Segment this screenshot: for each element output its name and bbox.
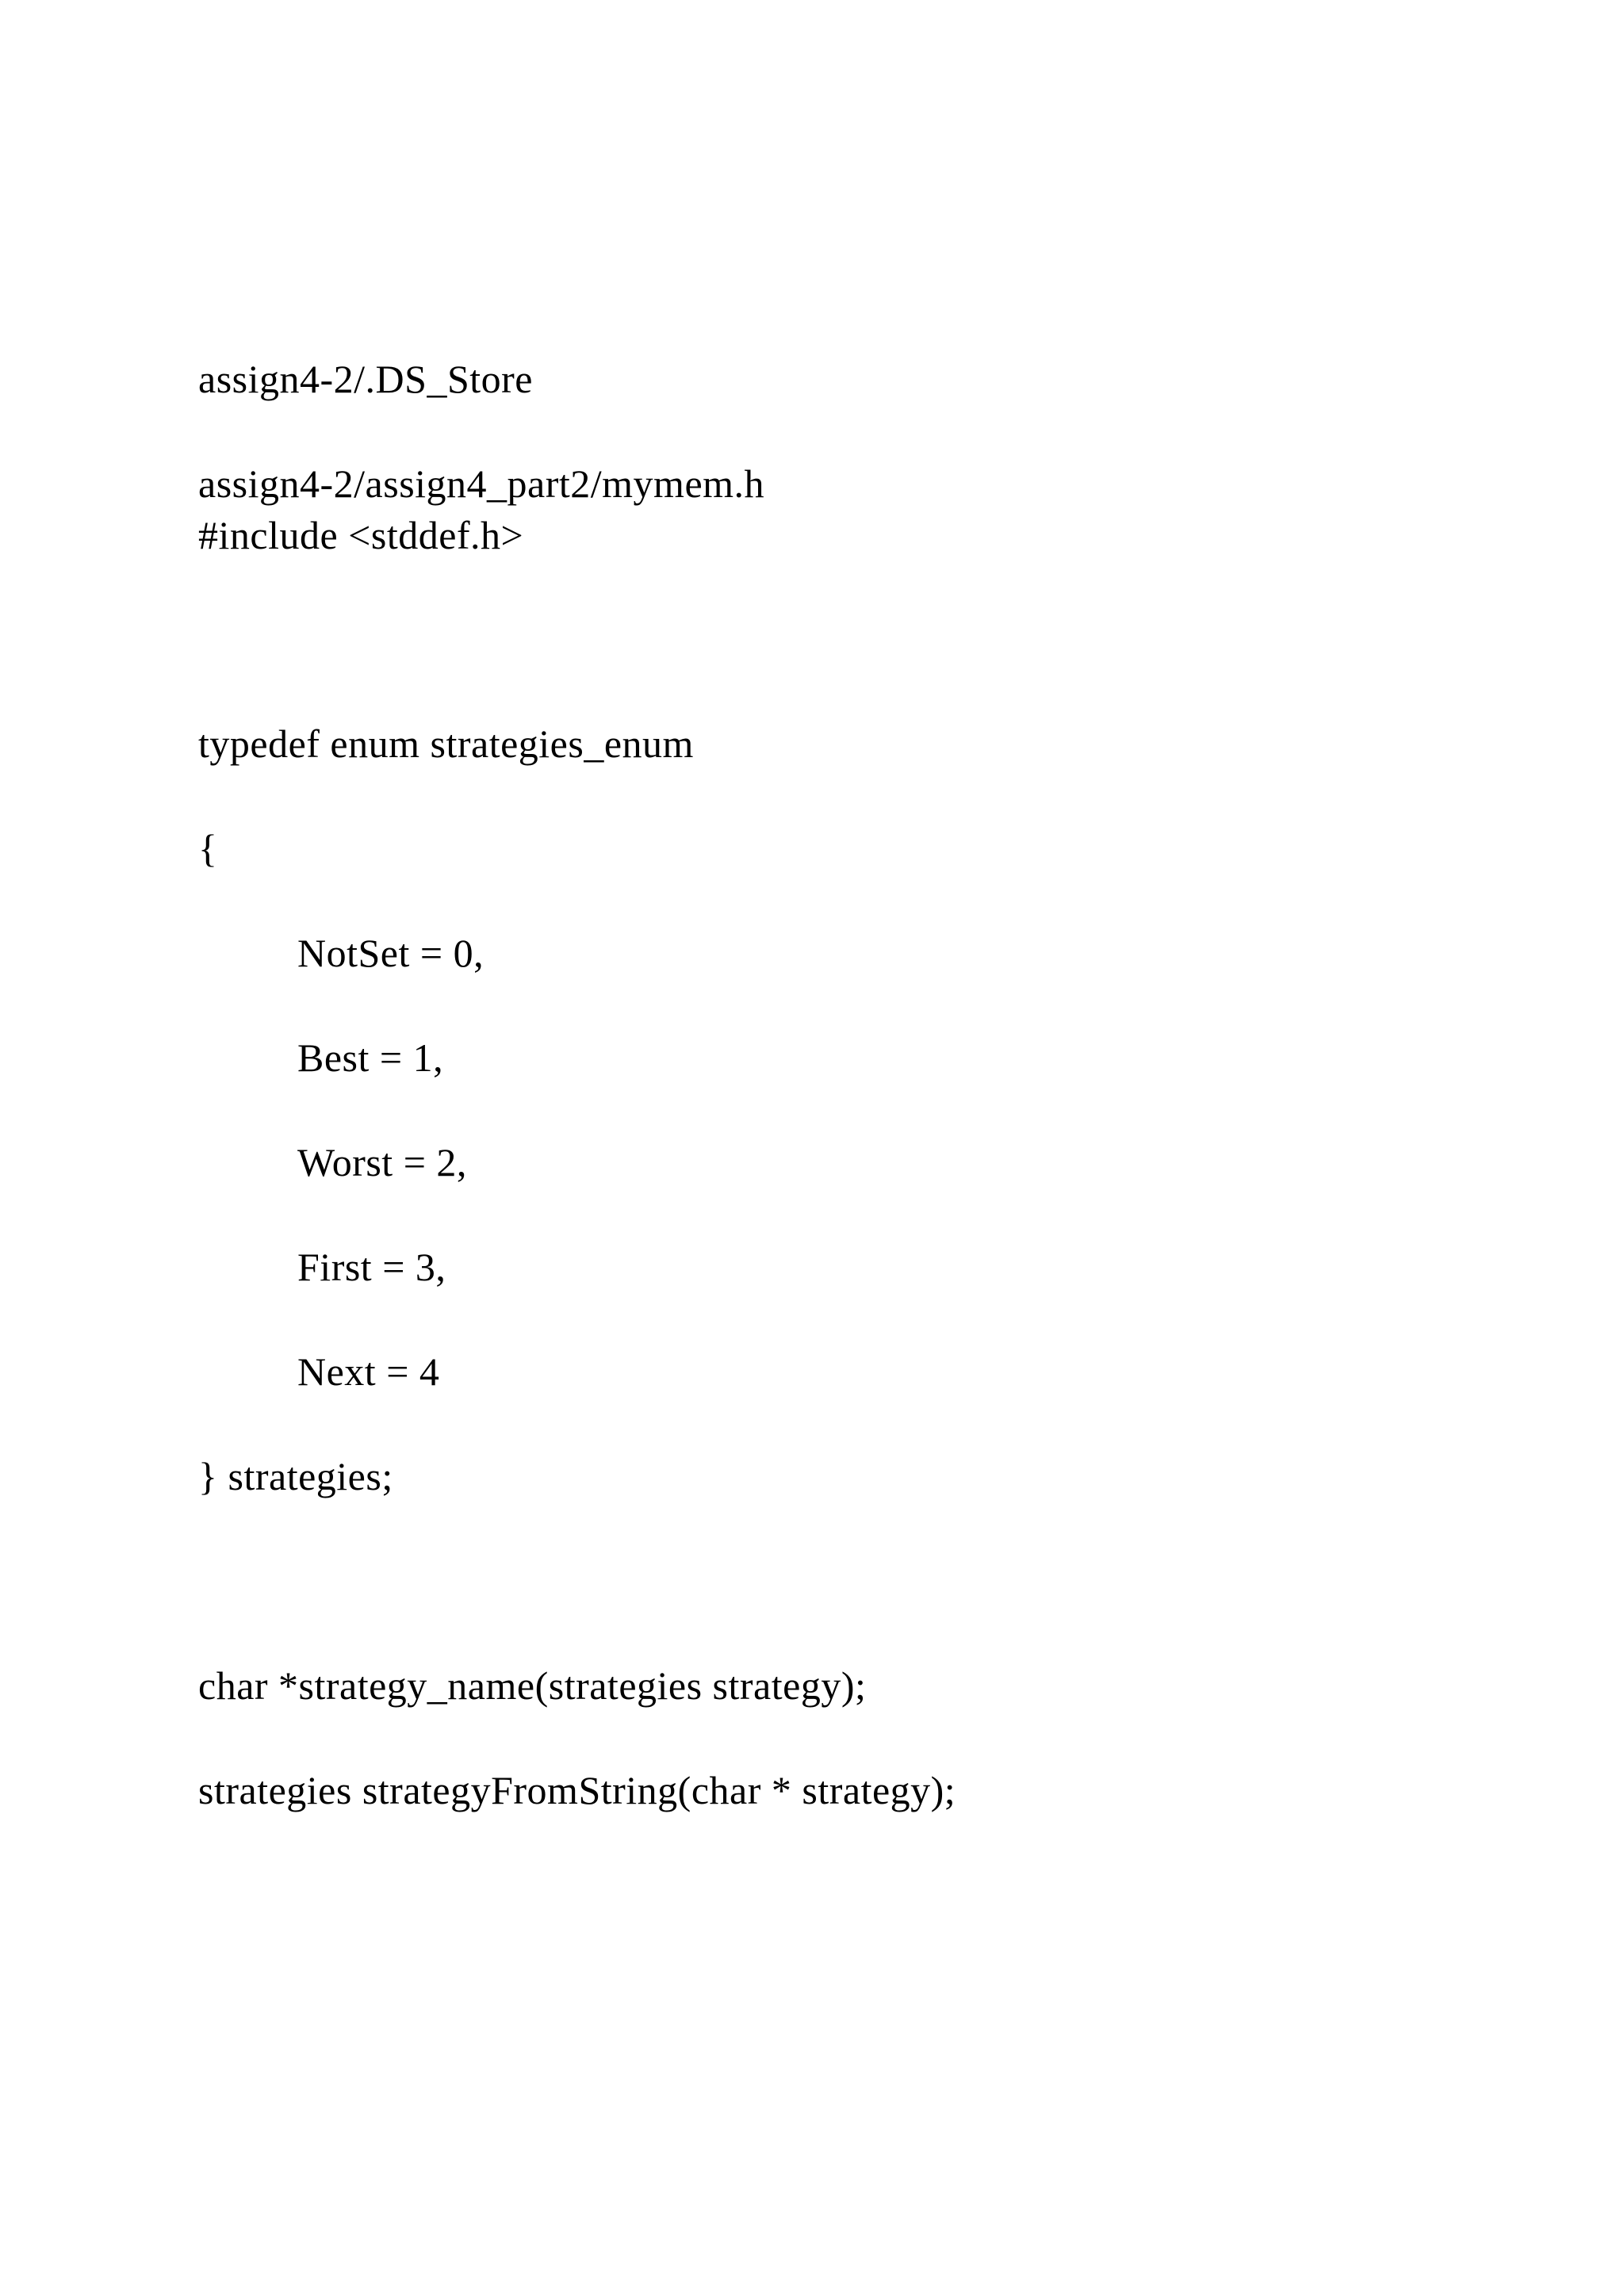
code-line-close-brace: } strategies; xyxy=(198,1454,393,1498)
code-line-include: #include <stddef.h> xyxy=(198,513,524,557)
code-line-open-brace: { xyxy=(198,826,218,871)
file-path-ds-store: assign4-2/.DS_Store xyxy=(198,357,533,401)
code-line-strategy-from-string-decl: strategies strategyFromString(char * strategy); xyxy=(198,1768,956,1812)
code-line-enum-notset: NotSet = 0, xyxy=(297,931,485,975)
code-line-typedef: typedef enum strategies_enum xyxy=(198,721,694,766)
code-line-enum-first: First = 3, xyxy=(297,1245,446,1289)
code-line-strategy-name-decl: char *strategy_name(strategies strategy); xyxy=(198,1663,867,1708)
code-line-enum-next: Next = 4 xyxy=(297,1349,440,1394)
code-line-enum-worst: Worst = 2, xyxy=(297,1140,467,1184)
file-path-mymem-h: assign4-2/assign4_part2/mymem.h xyxy=(198,461,765,506)
code-line-enum-best: Best = 1, xyxy=(297,1035,444,1080)
